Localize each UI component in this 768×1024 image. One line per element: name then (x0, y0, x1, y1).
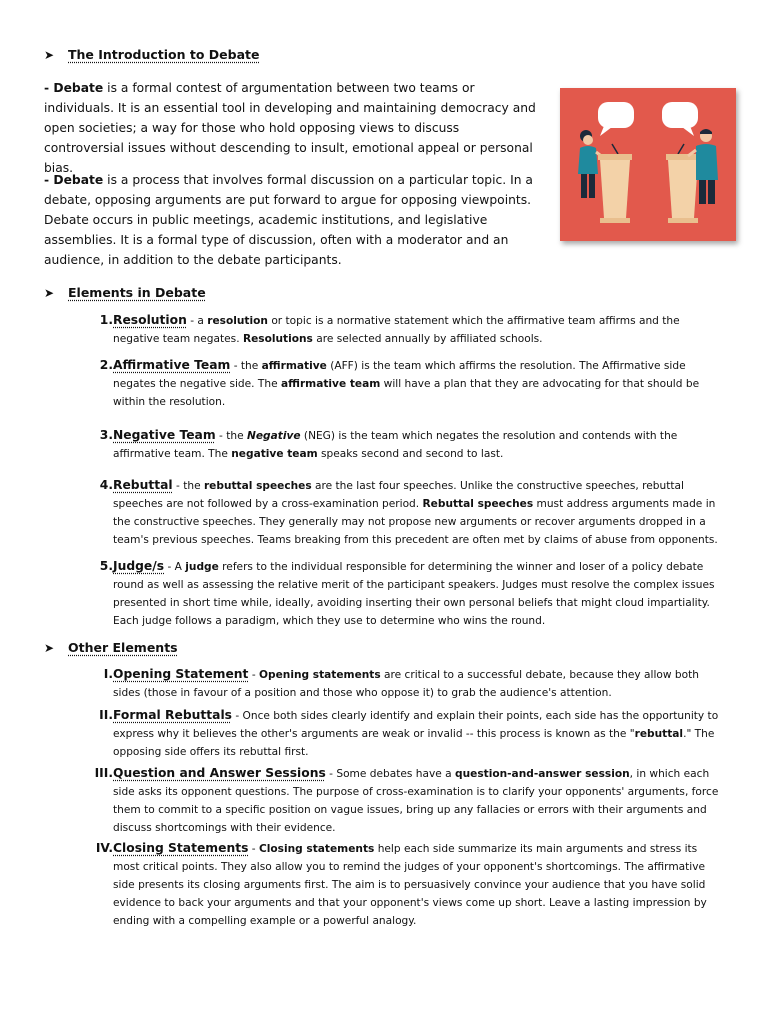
item-number: 3. (99, 428, 113, 442)
item-text: Resolutions (242, 333, 313, 345)
section-heading-other (44, 640, 178, 655)
item-text: (NEG) is the team which negates the resolution and contends with the affirmative team. The (113, 430, 678, 460)
item-text: help each side summarize its main arguments and stress its most critical points. They also allow you to remind the judges of your opponent's shortcomings. The affirmative side presents its closing arguments first. The aim is to persuasively convince your audience that you have solid evidence to back your arguments and that your opponent's views come up short. Leave a lasting impression by ending with a compelling example or a powerful analogy. (113, 843, 707, 927)
arrowhead-bullet-icon: ➤ (44, 640, 55, 655)
element-item (78, 311, 722, 345)
item-number: I. (103, 667, 113, 681)
arrowhead-bullet-icon: ➤ (44, 47, 55, 62)
item-text: are the last four speeches. Unlike the constructive speeches, rebuttal speeches are not followed by a cross-examination period. (113, 480, 684, 510)
item-number: II. (99, 708, 113, 722)
item-text: question-and-answer session (455, 768, 630, 780)
item-term: Affirmative Team (113, 358, 231, 372)
item-text: Opening statements (259, 669, 381, 681)
intro-paragraph-1 (44, 78, 536, 178)
item-text: negative team (231, 448, 318, 460)
section-heading-introduction (44, 47, 260, 62)
item-text: resolution (207, 315, 268, 327)
item-text: must address arguments made in the constructive speeches. They generally may not propose new arguments or recover arguments dropped in a team's previous speeches. Teams breaking from this precedent are often met by claims of abuse from opponents. (113, 498, 718, 546)
paragraph-lead: - Debate (44, 173, 104, 187)
item-body (113, 665, 722, 702)
section-heading-text: Other Elements (68, 640, 178, 655)
item-text: rebuttal (634, 728, 684, 740)
section-heading-elements (44, 285, 206, 300)
item-text: - the (230, 360, 262, 372)
element-item (78, 557, 722, 627)
speech-bubble-right-icon (662, 102, 698, 136)
item-text: Rebuttal speeches (422, 498, 534, 510)
item-text: , in which each side asks its opponent questions. The purpose of cross-examination is to clarify your opponents' arguments, force them to commit to a specific position on vague issues, bring up any fallacies or errors with their arguments and discuss shortcomings with their evidence. (113, 768, 719, 834)
item-body (113, 426, 722, 463)
item-term: Opening Statement (113, 667, 249, 681)
other-element-item (78, 839, 722, 927)
item-body (113, 356, 722, 411)
item-term: Resolution (113, 313, 187, 327)
item-text: (AFF) is the team which affirms the resolution. The Affirmative side negates the negative side. The (113, 360, 686, 390)
item-term: Judge/s (113, 559, 165, 573)
item-text: - Some debates have a (325, 768, 456, 780)
item-body (113, 764, 722, 837)
item-text: - (248, 669, 260, 681)
speech-bubble-left-icon (598, 102, 634, 136)
intro-paragraph-2 (44, 170, 536, 270)
item-text: rebuttal speeches (203, 480, 312, 492)
element-item (78, 476, 722, 546)
paragraph-lead: - Debate (44, 81, 104, 95)
item-text: will have a plan that they are advocating for that should be within the resolution. (113, 378, 700, 408)
item-text: - Once both sides clearly identify and explain their points, each side has the opportunity to express why it believes the other's arguments are weak or invalid -- this process is known as the " (113, 710, 719, 740)
item-term: Negative Team (113, 428, 216, 442)
item-text: affirmative team (280, 378, 381, 390)
item-text: are selected annually by affiliated schools. (312, 333, 543, 345)
item-text: speaks second and second to last. (317, 448, 504, 460)
item-text: - A (164, 561, 186, 573)
other-element-item (78, 665, 722, 699)
item-number: 1. (99, 313, 113, 327)
item-text: Negative (246, 430, 301, 442)
item-term: Question and Answer Sessions (113, 766, 326, 780)
item-text: - a (186, 315, 208, 327)
item-number: 2. (99, 358, 113, 372)
element-item (78, 426, 722, 460)
podium-right-icon (666, 144, 700, 223)
item-body (113, 311, 722, 348)
item-number: 5. (99, 559, 113, 573)
item-term: Rebuttal (113, 478, 173, 492)
item-text: - the (172, 480, 204, 492)
item-text: - (248, 843, 259, 855)
item-body (113, 476, 722, 549)
section-heading-text: Elements in Debate (68, 285, 206, 300)
item-text: affirmative (261, 360, 327, 372)
item-text: ." The opposing side offers its rebuttal first. (113, 728, 715, 758)
other-element-item (78, 706, 722, 758)
item-text: are critical to a successful debate, because they allow both sides (those in favour of a position and those who oppose it) to grab the audience's attention. (113, 669, 699, 699)
debate-podiums-illustration (560, 88, 736, 241)
element-item (78, 356, 722, 408)
item-body (113, 839, 722, 930)
speaker-left-icon (578, 130, 604, 198)
item-text: or topic is a normative statement which the affirmative team affirms and the negative team negates. (113, 315, 680, 345)
item-number: 4. (99, 478, 113, 492)
item-body (113, 557, 722, 630)
paragraph-text: is a formal contest of argumentation between two teams or individuals. It is an essential tool in developing and maintaining democracy and open societies; a way for those who hold opposing views to discuss controversial issues without descending to insult, emotional appeal or personal bias. (44, 81, 536, 175)
item-term: Closing Statements (113, 841, 249, 855)
section-heading-text: The Introduction to Debate (68, 47, 260, 62)
item-text: - the (215, 430, 247, 442)
item-text: judge (185, 561, 219, 573)
item-number: III. (94, 766, 113, 780)
arrowhead-bullet-icon: ➤ (44, 285, 55, 300)
item-term: Formal Rebuttals (113, 708, 232, 722)
other-element-item (78, 764, 722, 834)
item-number: IV. (95, 841, 113, 855)
podium-left-icon (598, 144, 632, 223)
item-body (113, 706, 722, 761)
item-text: Closing statements (258, 843, 375, 855)
item-text: refers to the individual responsible for determining the winner and loser of a policy debate round as well as assessing the relative merit of the participant speakers. Judges must resolve the complex issues presented in short time while, ideally, avoiding inserting their own personal beliefs that might cloud impartiality. Each judge follows a paradigm, which they use to determine who wins the round. (113, 561, 715, 627)
paragraph-text: is a process that involves formal discussion on a particular topic. In a debate, opposing arguments are put forward to argue for opposing viewpoints. Debate occurs in public meetings, academic institutions, and legislative assemblies. It is a formal type of discussion, often with a moderator and an audience, in addition to the debate participants. (44, 173, 533, 267)
